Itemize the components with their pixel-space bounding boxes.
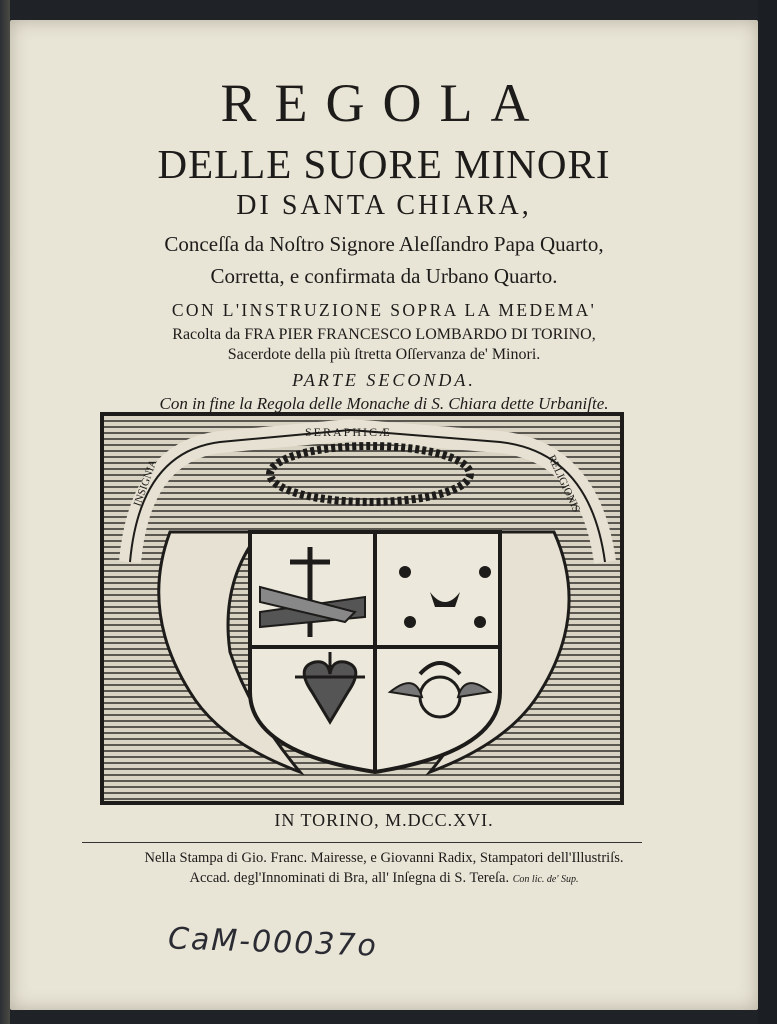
banner-right-text: RELIGIONIS [545,453,583,515]
printer-line-2 [10,870,758,887]
imprint-place-date: IN TORINO, M.DCC.XVI. [274,810,494,830]
handwritten-shelfmark: CaM-00037o [167,921,379,964]
title-page [10,20,758,1010]
infine-line: Con in fine la Regola delle Monache di S. Chiara dette Urbaniſte. [159,394,609,413]
subtitle-line-2: DI SANTA CHIARA, [236,190,532,221]
book-edge-right [758,0,777,1024]
license-note: Con lic. de' Sup. [512,874,579,885]
banner-left-text: INSIGNIA [131,457,160,509]
istruzione-line: CON L'INSTRUZIONE SOPRA LA MEDEMA' [171,300,597,320]
coat-of-arms-woodcut [100,412,624,805]
printer-line-1: Nella Stampa di Gio. Franc. Mairesse, e Giovanni Radix, Stampatori dell'Illustriſs. [144,850,624,866]
corretta-line: Corretta, e confirmata da Urbano Quarto. [210,264,558,288]
book-edge-left [0,0,10,1024]
banner-top-text: SERAPHICÆ [305,425,392,439]
subtitle-line-1: DELLE SUORE MINORI [157,141,611,187]
printer-line-2-text: Accad. degl'Innominati di Bra, all' Inſegna di S. Tereſa. [189,870,510,886]
sacerdote-line: Sacerdote della più ſtretta Oſſervanza de' Minori. [227,346,541,363]
concessa-line: Conceſſa da Noſtro Signore Aleſſandro Papa Quarto, [164,232,604,256]
imprint-rule [82,842,642,843]
parte-line: PARTE SECONDA. [292,370,476,390]
racolta-line: Racolta da FRA PIER FRANCESCO LOMBARDO DI TORINO, [172,326,596,343]
page-title: REGOLA [220,73,548,133]
